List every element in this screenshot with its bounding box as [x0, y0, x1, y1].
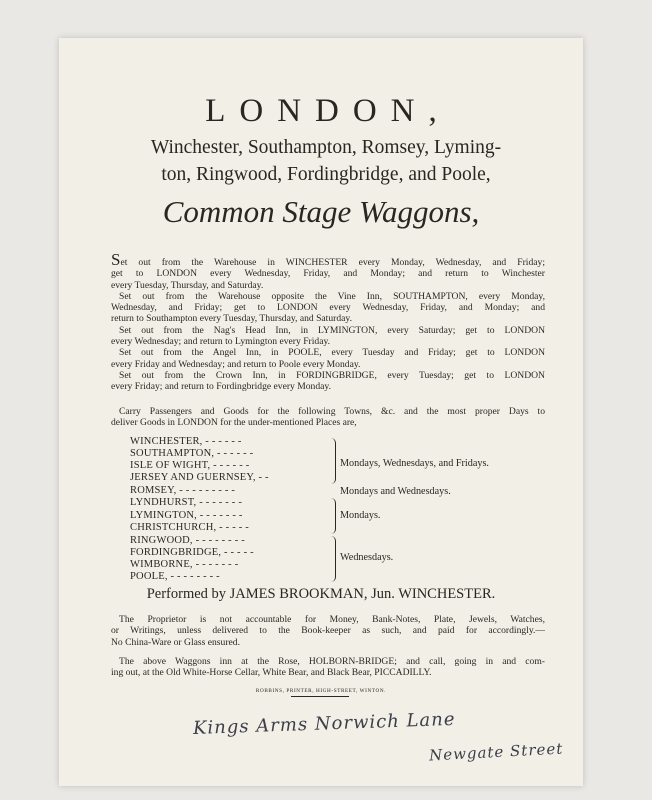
inns-line: ing out, at the Old White-Horse Cellar, White Bear, and Black Bear, PICCADILLY.	[111, 667, 432, 679]
schedule-line: Wednesday, and Friday; get to LONDON every Wednesday, Friday, and Monday; and	[111, 302, 545, 314]
towns-line: ton, Ringwood, Fordingbridge, and Poole,	[161, 164, 491, 185]
place-item: ISLE OF WIGHT, - - - - - -	[130, 460, 250, 471]
towns-line: Winchester, Southampton, Romsey, Lyming-	[150, 137, 502, 158]
schedule-line: Set out from the Nag's Head Inn, in LYMINGTON, every Saturday; get to LONDON	[119, 324, 545, 336]
notice-line: The Proprietor is not accountable for Money, Bank-Notes, Plate, Jewels, Watches,	[119, 614, 545, 625]
schedule-line: every Wednesday; and return to Lymington every Friday.	[111, 336, 331, 348]
handwritten-street: Newgate Street	[428, 739, 564, 765]
schedule-line: Set out from the Angel Inn, in POOLE, every Tuesday and Friday; get to LONDON	[119, 347, 545, 359]
carry-line: deliver Goods in LONDON for the under-mentioned Places are,	[111, 417, 357, 429]
title-london: LONDON,	[205, 93, 451, 129]
place-item: SOUTHAMPTON, - - - - - -	[130, 448, 254, 459]
schedule-line: Set out from the Crown Inn, in FORDINGBRIDGE, every Tuesday; get to LONDON	[119, 369, 545, 381]
schedule-line: Set out from the Warehouse in WINCHESTER every Monday, Wednesday, and Friday;	[111, 250, 545, 269]
notice-line: or Writings, unless delivered to the Book-keeper as such, and paid for accordingly.—	[111, 625, 545, 637]
notice-line: No China-Ware or Glass ensured.	[111, 636, 240, 648]
schedule-line: return to Southampton every Tuesday, Thursday, and Saturday.	[111, 313, 352, 325]
carry-line: Carry Passengers and Goods for the following Towns, &c. and the most proper Days to	[119, 406, 545, 417]
place-item: RINGWOOD, - - - - - - - -	[130, 535, 245, 546]
brace-group-4	[329, 536, 336, 582]
days-group-4: Wednesdays.	[340, 552, 394, 563]
towns-heading	[89, 134, 563, 188]
place-item: JERSEY AND GUERNSEY, - -	[130, 472, 269, 483]
divider	[291, 696, 349, 697]
days-group-1: Mondays, Wednesdays, and Fridays.	[340, 458, 489, 469]
broadside-sheet	[59, 38, 583, 786]
place-item: FORDINGBRIDGE, - - - - -	[130, 547, 254, 558]
place-item: LYMINGTON, - - - - - - -	[130, 510, 243, 521]
brace-group-3	[329, 498, 336, 534]
inns-line: The above Waggons inn at the Rose, HOLBORN-BRIDGE; and call, going in and com-	[119, 656, 545, 667]
schedule-line: every Tuesday, Thursday, and Saturday.	[111, 279, 264, 291]
carry-intro	[111, 406, 545, 429]
place-item: CHRISTCHURCH, - - - - -	[130, 522, 249, 533]
subtitle-common-stage-waggons: Common Stage Waggons,	[162, 194, 480, 229]
place-item: WINCHESTER, - - - - - -	[130, 436, 242, 447]
schedule-line: Set out from the Warehouse opposite the Vine Inn, SOUTHAMPTON, every Monday,	[119, 290, 545, 302]
handwritten-address: Kings Arms Norwich Lane	[192, 708, 456, 739]
place-item: LYNDHURST, - - - - - - -	[130, 497, 243, 508]
schedule-line: get to LONDON every Wednesday, Friday, and Monday; and return to Winchester	[111, 268, 545, 280]
notice-text	[111, 614, 545, 648]
performed-by: Performed by JAMES BROOKMAN, Jun. WINCHESTER.	[146, 586, 496, 602]
brace-group-1	[329, 438, 336, 484]
place-item: POOLE, - - - - - - - -	[130, 571, 220, 582]
schedule-line: every Friday and Wednesday; and return to Poole every Monday.	[111, 358, 361, 370]
days-group-2: Mondays and Wednesdays.	[340, 486, 451, 497]
schedule-line: every Friday; and return to Fordingbridge every Monday.	[111, 381, 331, 393]
schedule-text	[111, 250, 545, 393]
place-item: WIMBORNE, - - - - - - -	[130, 559, 239, 570]
printer-imprint: ROBBINS, PRINTER, HIGH-STREET, WINTON.	[255, 688, 387, 694]
drop-cap-s: S	[111, 250, 121, 269]
inns-text	[111, 656, 545, 679]
days-group-3: Mondays.	[340, 510, 381, 521]
place-item: ROMSEY, - - - - - - - - -	[130, 485, 236, 496]
